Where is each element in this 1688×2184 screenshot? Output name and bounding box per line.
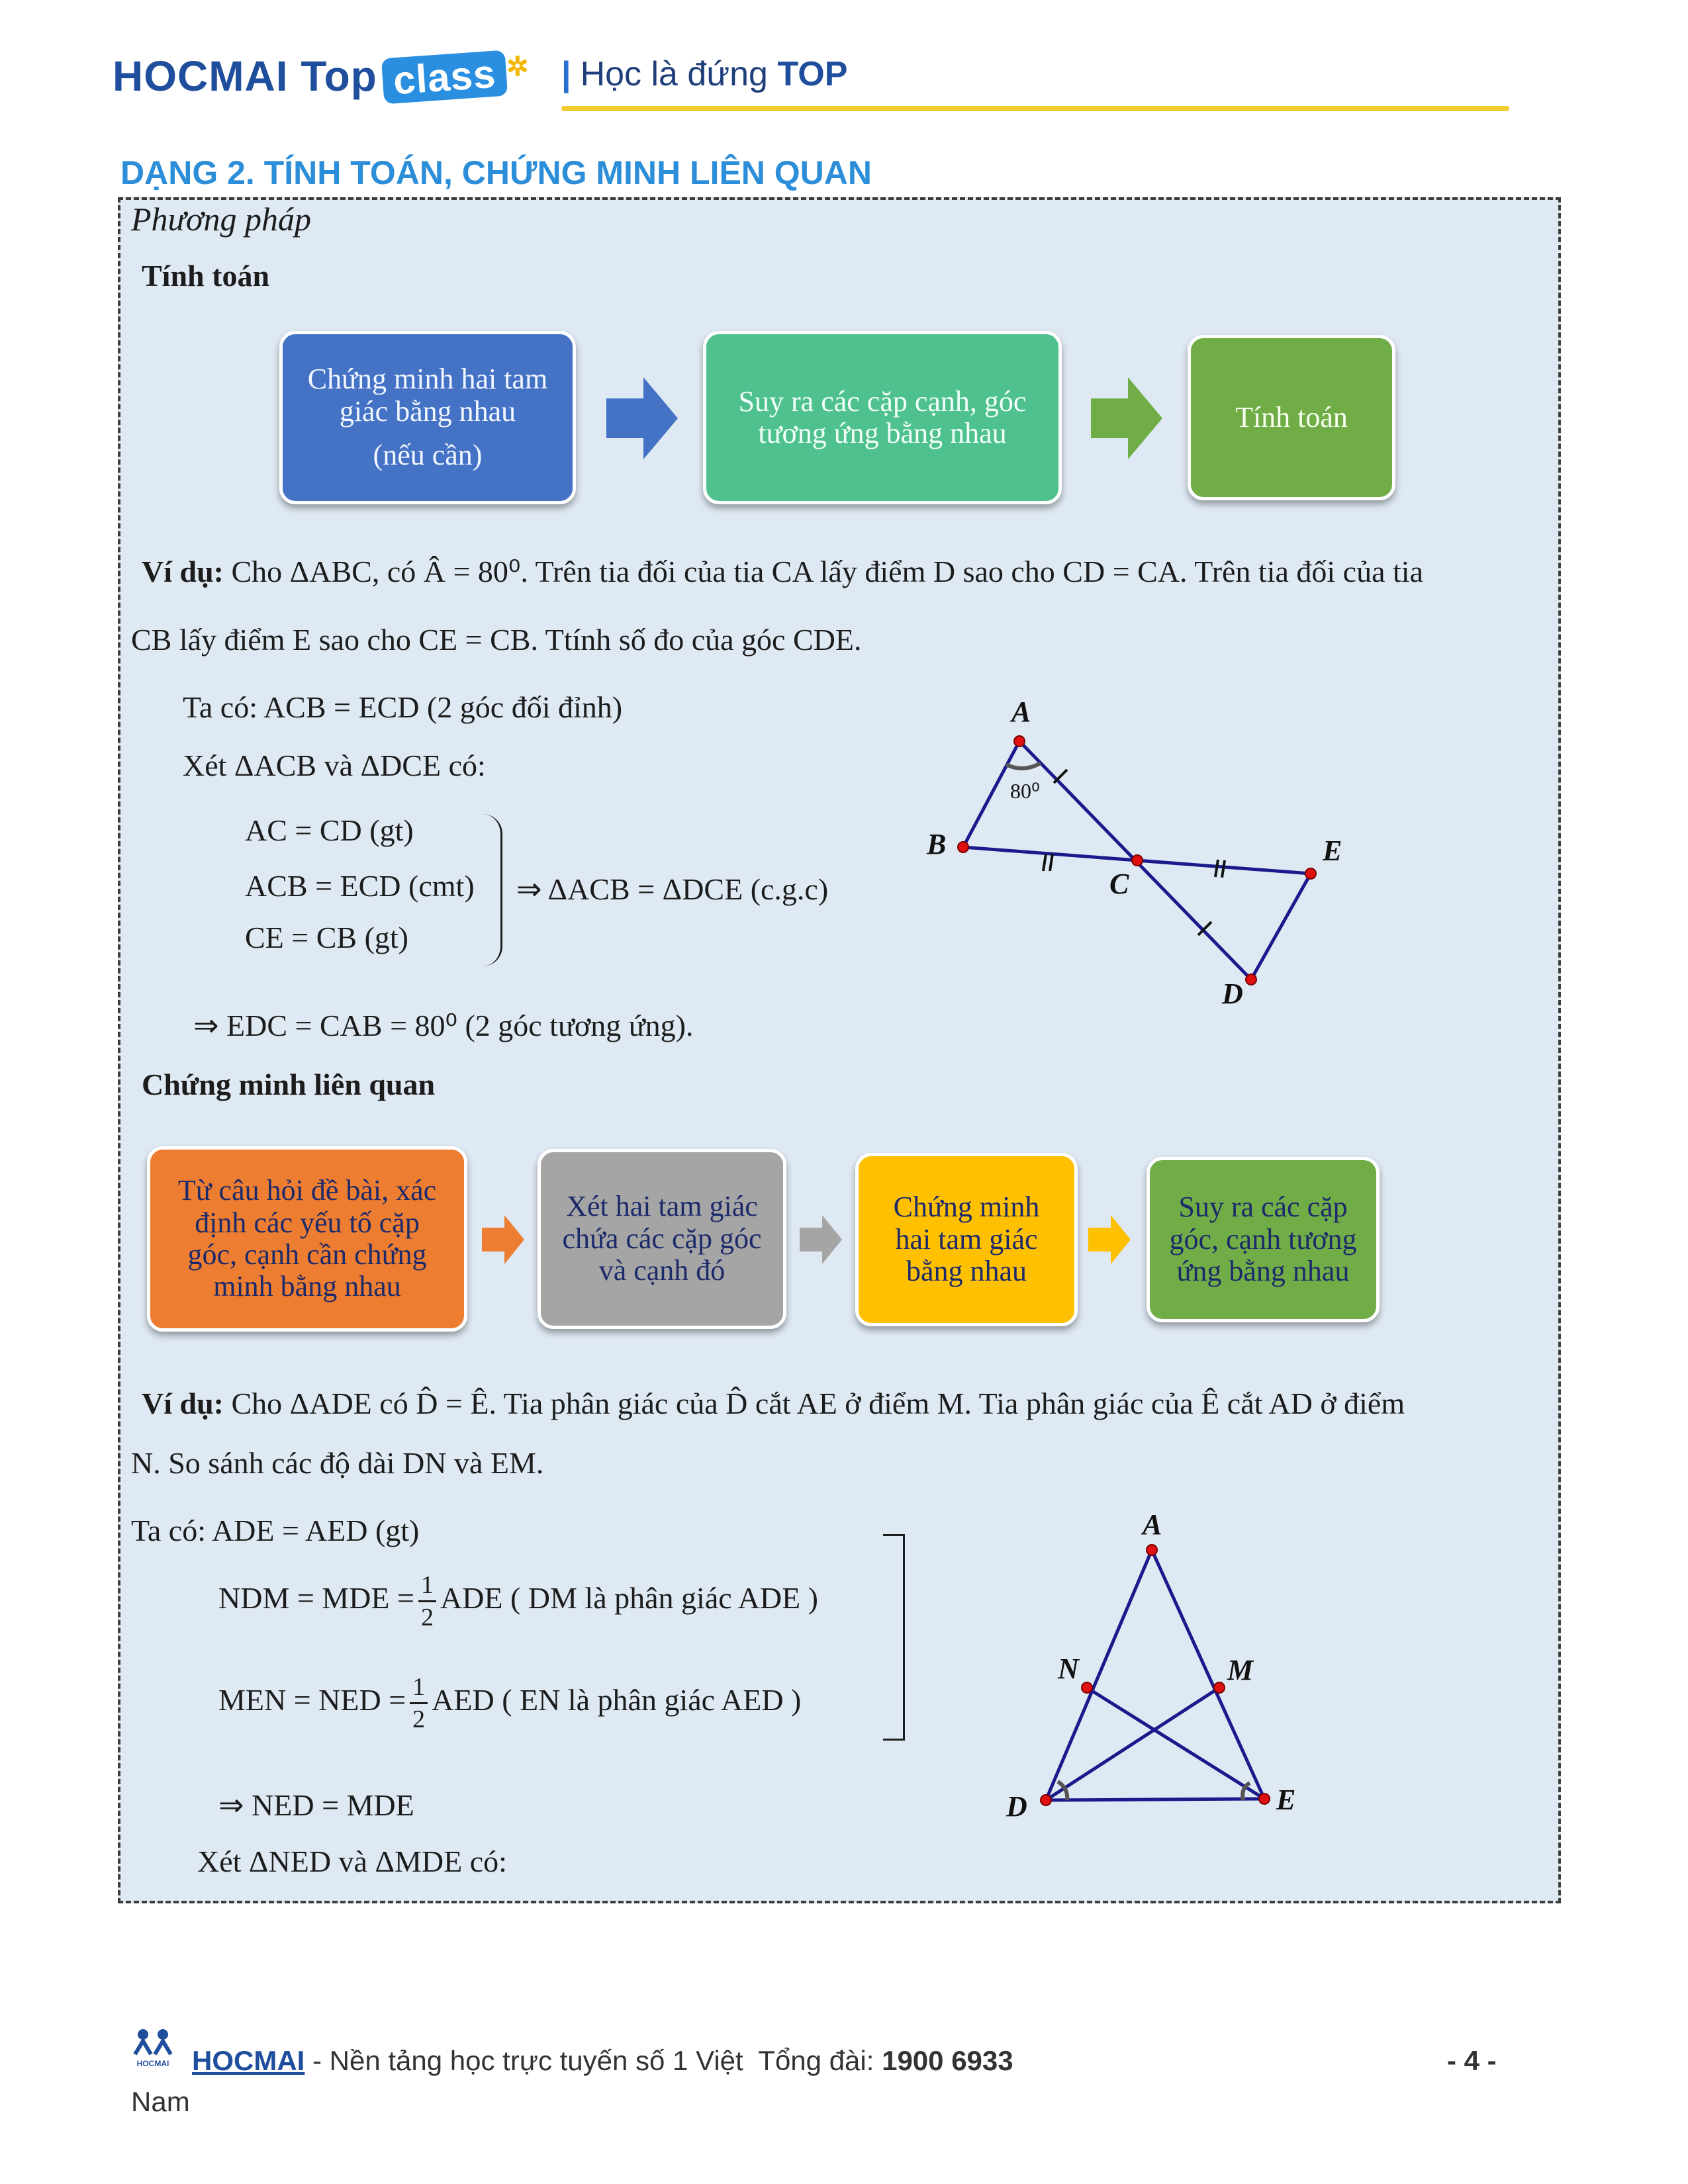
sol2-line4: ⇒ NED = MDE bbox=[218, 1788, 414, 1822]
flow-step-deduce: Suy ra các cặp góc, cạnh tương ứng bằng nhau bbox=[1147, 1157, 1380, 1322]
label-n: N bbox=[1058, 1653, 1079, 1685]
angle-label: 80⁰ bbox=[1010, 779, 1040, 803]
hocmai-topclass-logo: HOCMAI Top class ✲ bbox=[113, 52, 530, 101]
header-divider bbox=[561, 106, 1509, 111]
flow-step-prove-triangles: Chứng minh hai tam giác bằng nhau (nếu cần) bbox=[279, 331, 576, 504]
sys1-line1: AC = CD (gt) bbox=[245, 813, 414, 847]
sun-icon: ✲ bbox=[506, 52, 530, 81]
example1-line1: Ví dụ: Cho ΔABC, có Â = 80⁰. Trên tia đối của tia CA lấy điểm D sao cho CD = CA. Trên tia đối của tia bbox=[142, 555, 1423, 588]
example2-line1: Ví dụ: Cho ΔADE có D̂ = Ê. Tia phân giác của D̂ cắt AE ở điểm M. Tia phân giác của Ê cắt AD ở điểm bbox=[142, 1387, 1405, 1420]
flow-step-calculate: Tính toán bbox=[1188, 335, 1395, 500]
system-brace bbox=[477, 814, 502, 966]
sol2-line5: Xét ΔNED và ΔMDE có: bbox=[197, 1844, 507, 1878]
flow-step-consider: Xét hai tam giác chứa các cặp góc và cạnh đó bbox=[538, 1149, 786, 1329]
sol2-line3: MEN = NED = $\frac{1}{2}$ AED ( EN là phân giác AED ) bbox=[218, 1673, 802, 1733]
figure-triangle-ade bbox=[980, 1502, 1350, 1820]
arrow-right-icon bbox=[1091, 377, 1164, 459]
footer-text: HOCMAI - Nền tảng học trực tuyến số 1 Việt Tổng đài: 1900 6933 bbox=[192, 2045, 1013, 2076]
arrow-right-icon bbox=[800, 1215, 843, 1264]
sol1-line2: Xét ΔACB và ΔDCE có: bbox=[183, 749, 486, 782]
footer-cont: Nam bbox=[131, 2086, 190, 2117]
figure-triangles-abc-dce bbox=[914, 695, 1364, 1013]
method-label: Phương pháp bbox=[131, 201, 311, 238]
sol1-conclusion: ⇒ EDC = CAB = 80⁰ (2 góc tương ứng). bbox=[193, 1009, 694, 1042]
label-c: C bbox=[1109, 868, 1129, 900]
page-number: - 4 - bbox=[1447, 2045, 1497, 2076]
sys1-line3: CE = CB (gt) bbox=[245, 921, 409, 954]
footer-brand-link[interactable]: HOCMAI bbox=[192, 2045, 305, 2076]
header-tagline: | Học là đứng TOP bbox=[561, 55, 848, 93]
flow-step-identify: Từ câu hỏi đề bài, xác định các yếu tố cặp góc, cạnh cần chứng minh bằng nhau bbox=[147, 1146, 467, 1332]
flow-step-prove-equal: Chứng minh hai tam giác bằng nhau bbox=[855, 1153, 1078, 1326]
system-bracket bbox=[883, 1534, 905, 1741]
sol2-line2: NDM = MDE = $\frac{1}{2}$ ADE ( DM là phân giác ADE ) bbox=[218, 1571, 818, 1631]
arrow-right-icon bbox=[482, 1215, 526, 1264]
sol1-line1: Ta có: ACB = ECD (2 góc đối đỉnh) bbox=[183, 690, 623, 724]
label-a: A bbox=[1011, 696, 1031, 728]
example1-line2: CB lấy điểm E sao cho CE = CB. Ttính số đo của góc CDE. bbox=[131, 623, 862, 657]
flow-step-deduce-pairs: Suy ra các cặp cạnh, góc tương ứng bằng nhau bbox=[703, 331, 1062, 504]
label-a2: A bbox=[1143, 1508, 1162, 1541]
proof-heading: Chứng minh liên quan bbox=[142, 1068, 436, 1101]
label-d2: D bbox=[1006, 1790, 1027, 1820]
sys1-result: ⇒ ΔACB = ΔDCE (c.g.c) bbox=[516, 872, 829, 906]
label-m: M bbox=[1227, 1654, 1254, 1686]
label-e: E bbox=[1323, 835, 1342, 867]
label-e2: E bbox=[1276, 1784, 1296, 1816]
label-d: D bbox=[1222, 978, 1243, 1010]
label-b: B bbox=[927, 828, 947, 860]
sol2-line1: Ta có: ADE = AED (gt) bbox=[131, 1514, 420, 1547]
arrow-right-icon bbox=[606, 377, 679, 459]
hocmai-footer-icon bbox=[130, 2025, 176, 2069]
section-title: DẠNG 2. TÍNH TOÁN, CHỨNG MINH LIÊN QUAN bbox=[120, 154, 872, 191]
arrow-right-icon bbox=[1088, 1215, 1132, 1264]
example2-line2: N. So sánh các độ dài DN và EM. bbox=[131, 1446, 544, 1480]
svg-text:HOCMAI: HOCMAI bbox=[136, 2059, 169, 2068]
calc-heading: Tính toán bbox=[142, 259, 270, 293]
sys1-line2: ACB = ECD (cmt) bbox=[245, 869, 475, 903]
